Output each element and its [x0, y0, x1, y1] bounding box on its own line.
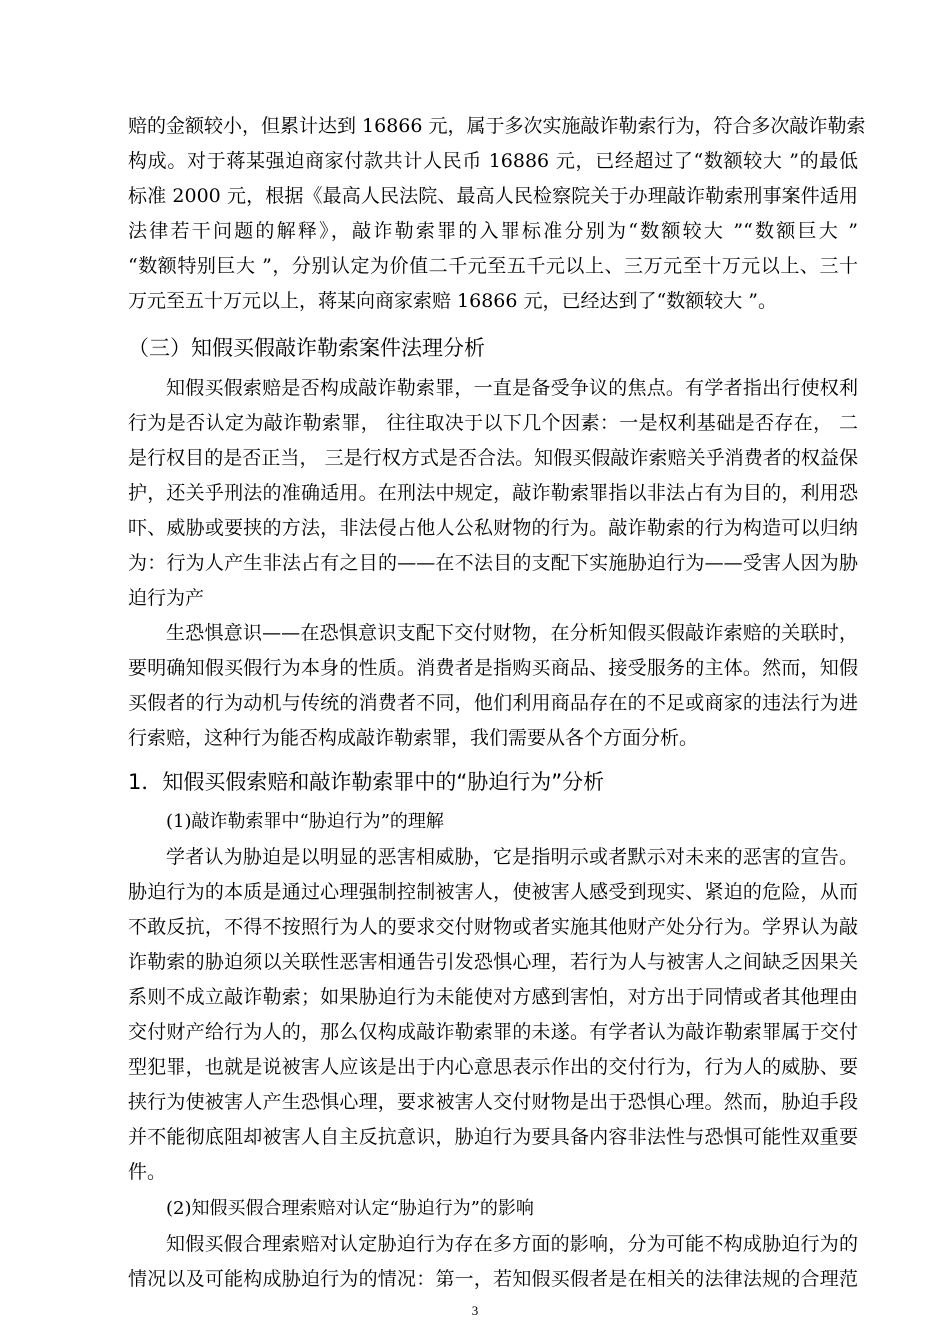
text-line: “数额特别巨大 ”，分别认定为价值二千元至五千元以上、三万元至十万元以上、三十 [128, 255, 858, 277]
text-line: 知假买假索赔是否构成敲诈勒索罪，一直是备受争议的焦点。有学者指出行使权利 [166, 377, 858, 399]
text-line: 护，还关乎刑法的准确适用。在刑法中规定，敲诈勒索罪指以非法占有为目的，利用恐 [128, 482, 858, 504]
text-line: 并不能彻底阻却被害人自主反抗意识，胁迫行为要具备内容非法性与恐惧可能性双重要 [128, 1126, 858, 1148]
page-number: 3 [471, 1303, 479, 1318]
text-line: 诈勒索的胁迫须以关联性恶害相通告引发恐惧心理，若行为人与被害人之间缺乏因果关 [128, 951, 858, 973]
text-line: 迫行为产 [128, 587, 205, 609]
text-line: 为：行为人产生非法占有之目的——在不法目的支配下实施胁迫行为——受害人因为胁 [128, 552, 858, 574]
text-line: 标准 2000 元，根据《最高人民法院、最高人民检察院关于办理敲诈勒索刑事案件适用 [128, 185, 858, 207]
text-line: 法律若干问题的解释》，敲诈勒索罪的入罪标准分别为“数额较大 ”“数额巨大 ” [128, 220, 858, 242]
subheading-2: (2)知假买假合理索赔对认定“胁迫行为”的影响 [166, 1198, 534, 1219]
text-line: 赔的金额较小，但累计达到 16866 元，属于多次实施敲诈勒索行为，符合多次敲诈勒索 [128, 115, 866, 137]
text-line: 不敢反抗，不得不按照行为人的要求交付财物或者实施其他财产处分行为。学界认为敲 [128, 916, 858, 938]
subheading-1: (1)敲诈勒索罪中“胁迫行为”的理解 [166, 811, 444, 832]
text-line: 吓、威胁或要挟的方法，非法侵占他人公私财物的行为。敲诈勒索的行为构造可以归纳 [128, 517, 858, 539]
text-line: 件。 [128, 1161, 167, 1183]
text-line: 胁迫行为的本质是通过心理强制控制被害人，使被害人感受到现实、紧迫的危险，从而 [128, 881, 858, 903]
text-line: 行为是否认定为敲诈勒索罪， 往往取决于以下几个因素：一是权利基础是否存在， 二 [128, 412, 858, 434]
text-line: 要明确知假买假行为本身的性质。消费者是指购买商品、接受服务的主体。然而，知假 [128, 657, 858, 679]
text-line: 系则不成立敲诈勒索；如果胁迫行为未能使对方感到害怕，对方出于同情或者其他理由 [128, 986, 858, 1008]
subsection-heading: 1．知假买假索赔和敲诈勒索罪中的“胁迫行为”分析 [128, 770, 605, 794]
text-line: 情况以及可能构成胁迫行为的情况：第一，若知假买假者是在相关的法律法规的合理范 [128, 1268, 858, 1290]
text-line: 万元至五十万元以上，蒋某向商家索赔 16866 元，已经达到了“数额较大 ”。 [128, 290, 777, 312]
text-line: 买假者的行为动机与传统的消费者不同，他们利用商品存在的不足或商家的违法行为进 [128, 692, 858, 714]
text-line: 是行权目的是否正当， 三是行权方式是否合法。知假买假敲诈索赔关乎消费者的权益保 [128, 447, 858, 469]
text-line: 构成。对于蒋某强迫商家付款共计人民币 16886 元，已经超过了“数额较大 ”的最低 [128, 150, 858, 172]
text-line: 生恐惧意识——在恐惧意识支配下交付财物，在分析知假买假敲诈索赔的关联时， [166, 622, 858, 644]
text-line: 挟行为使被害人产生恐惧心理，要求被害人交付财物是出于恐惧心理。然而，胁迫手段 [128, 1091, 858, 1113]
text-line: 行索赔，这种行为能否构成敲诈勒索罪，我们需要从各个方面分析。 [128, 727, 699, 749]
text-line: 型犯罪，也就是说被害人应该是出于内心意思表示作出的交付行为，行为人的威胁、要 [128, 1056, 858, 1078]
section-heading: （三）知假买假敲诈勒索案件法理分析 [128, 336, 485, 360]
text-line: 知假买假合理索赔对认定胁迫行为存在多方面的影响，分为可能不构成胁迫行为的 [166, 1233, 858, 1255]
text-line: 交付财产给行为人的，那么仅构成敲诈勒索罪的未遂。有学者认为敲诈勒索罪属于交付 [128, 1021, 858, 1043]
text-line: 学者认为胁迫是以明显的恶害相威胁，它是指明示或者默示对未来的恶害的宣告。 [166, 846, 858, 868]
